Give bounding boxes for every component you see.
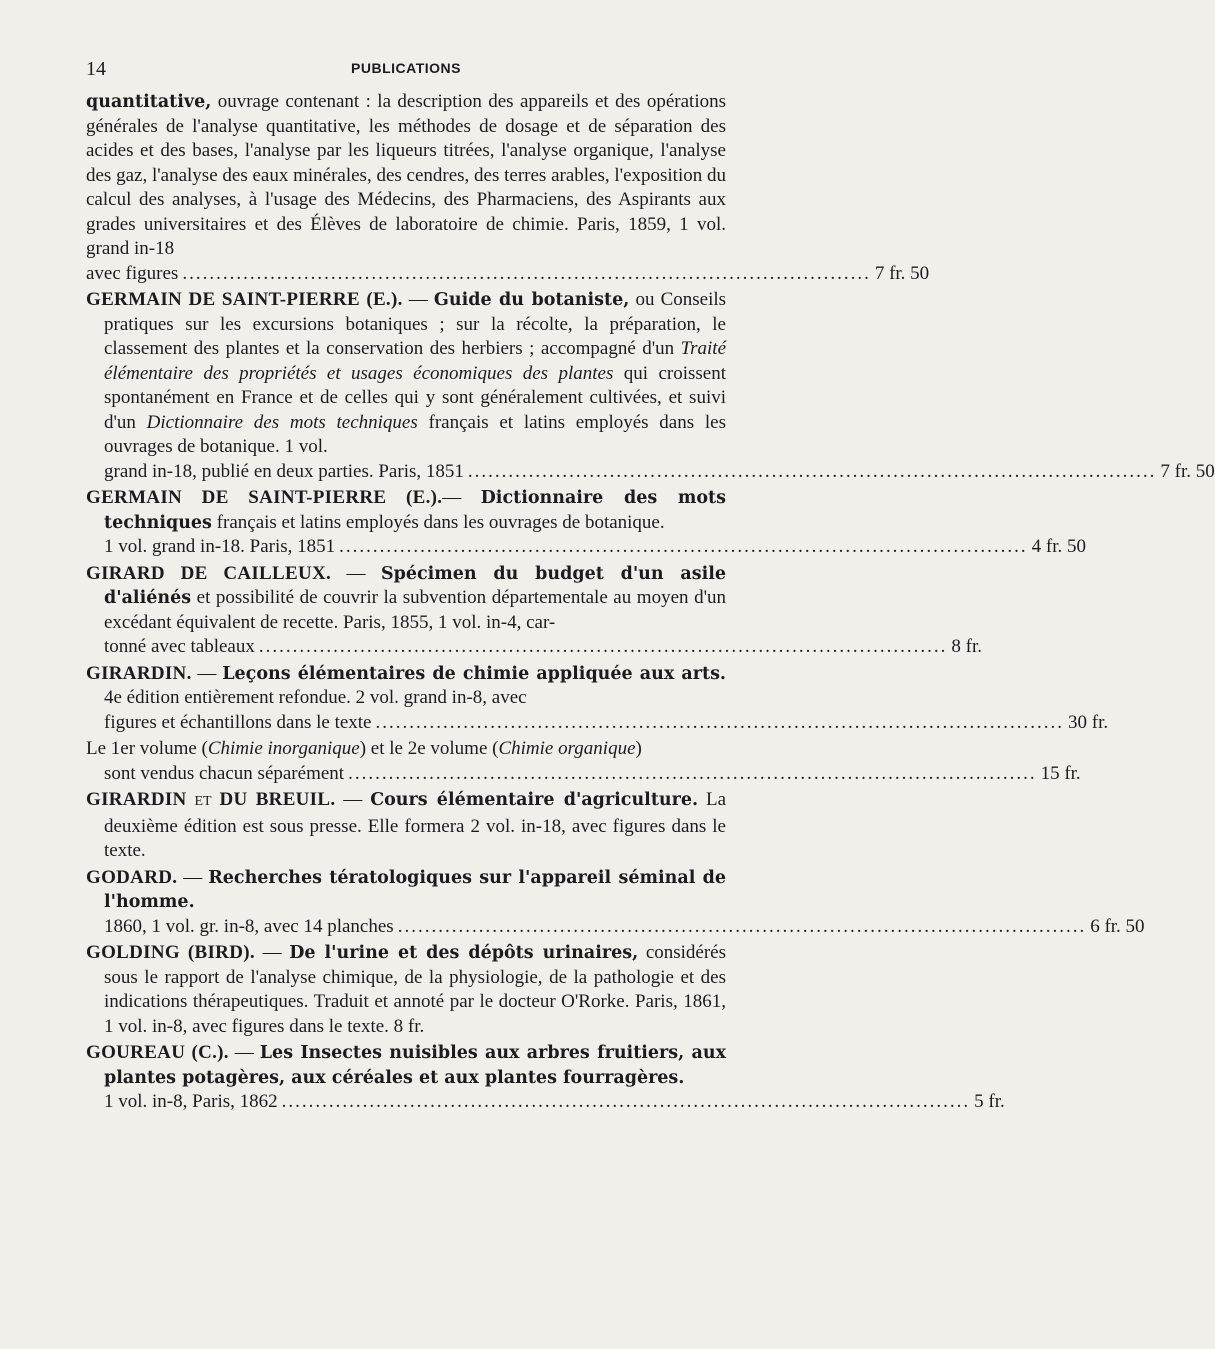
page-header <box>86 58 726 84</box>
entry-price: 7 fr. 50 <box>1160 460 1215 482</box>
running-head: PUBLICATIONS <box>351 60 461 76</box>
entry-italic: Traité élémentaire des propriétés et usages économiques des plantes <box>104 338 726 384</box>
entry-title: Spécimen du budget d'un asile d'aliénés <box>104 563 727 608</box>
leader-dots: ...................................................................................................... <box>339 536 1028 557</box>
entry-italic: Dictionnaire des mots techniques <box>146 411 418 433</box>
price-line <box>104 915 1145 940</box>
em-dash: — <box>343 789 363 810</box>
price-line <box>86 262 930 287</box>
entry-price: 15 fr. <box>1040 762 1081 784</box>
catalog-entry <box>86 288 1215 484</box>
entry-price: 30 fr. <box>1068 711 1109 733</box>
entry-author-conjunction: ET <box>194 794 212 809</box>
leader-dots: ...................................................................................................... <box>467 460 1157 482</box>
entry-description: ) et le 2e volume ( <box>359 738 499 759</box>
catalog-entry <box>86 662 1109 736</box>
catalog-entry <box>86 486 1087 560</box>
price-line <box>104 635 982 660</box>
entry-author: GIRARDIN <box>86 789 187 810</box>
em-dash: — <box>262 942 282 963</box>
entry-description: 4e édition entièrement refondue. 2 vol. grand in-8, avec <box>104 687 527 708</box>
leader-dots: ...................................................................................................... <box>348 762 1037 784</box>
entry-description: ) <box>635 738 642 759</box>
em-dash: — <box>408 289 428 310</box>
entry-author: GOUREAU (C.). <box>86 1042 229 1063</box>
entry-author: GIRARD DE CAILLEUX. <box>86 562 332 584</box>
entry-description: français et latins employés dans les ouvrages de botanique. <box>211 511 665 533</box>
entry-last-line: 1860, 1 vol. gr. in-8, avec 14 planches <box>104 915 394 937</box>
leader-dots: ...................................................................................................... <box>375 711 1064 733</box>
entry-description: considérés sous le rapport de l'analyse chimique, de la physiologie, de la pathologie et des indications thérapeutiques. Traduit et annoté par le docteur O'Rorke. Paris, 1861, 1 vol. in-8, avec figures dans le texte. <box>104 942 727 1037</box>
entry-price: 6 fr. 50 <box>1090 915 1145 937</box>
price-line <box>86 762 1081 787</box>
leader-dots: ...................................................................................................... <box>281 1091 971 1112</box>
entry-italic: Chimie organique <box>498 738 636 759</box>
price-line <box>104 1090 1005 1115</box>
entry-description: La deuxième édition est sous presse. Elle formera 2 vol. in-18, avec figures dans le texte. <box>104 789 727 861</box>
leader-dots: ...................................................................................................... <box>182 262 871 284</box>
entry-author: DU BREUIL. <box>219 789 336 810</box>
entry-author: GOLDING (BIRD). <box>86 942 255 963</box>
entry-description: et possibilité de couvrir la subvention départementale au moyen d'un excédant équivalent de recette. Paris, 1855, 1 vol. in-4, car- <box>104 587 726 633</box>
entry-last-line: 1 vol. in-8, Paris, 1862 <box>104 1091 278 1112</box>
entry-price: 8 fr. <box>393 1015 425 1037</box>
entry-author: GODARD. <box>86 866 178 888</box>
em-dash: — <box>197 662 217 684</box>
em-dash: — <box>346 562 366 584</box>
entry-title: quantitative, <box>86 92 212 112</box>
leader-dots: ...................................................................................................... <box>397 915 1087 937</box>
em-dash: — <box>234 1042 254 1063</box>
catalog-entry <box>86 90 930 286</box>
price-line <box>104 460 1215 485</box>
catalog-note <box>86 737 1081 786</box>
price-line <box>104 711 1109 736</box>
entry-italic: Chimie inorganique <box>207 738 360 759</box>
em-dash: — <box>442 487 462 508</box>
catalog-entry <box>86 562 982 660</box>
entry-author: GERMAIN DE SAINT-PIERRE (E.). <box>86 289 403 310</box>
entry-last-line: grand in-18, publié en deux parties. Paris, 1851 <box>104 460 464 482</box>
entry-title: Recherches tératologiques sur l'appareil séminal de l'homme. <box>104 867 727 912</box>
entry-price: 5 fr. <box>974 1091 1005 1112</box>
entry-title: Dictionnaire des mots techniques <box>104 488 726 533</box>
entry-title: Les Insectes nuisibles aux arbres fruitiers, aux plantes potagères, aux céréales et aux plantes fourragères. <box>104 1043 727 1088</box>
entry-title: Leçons élémentaires de chimie appliquée aux arts. <box>222 663 727 684</box>
entry-author: GERMAIN DE SAINT-PIERRE (E.). <box>86 487 443 508</box>
leader-dots: ...................................................................................................... <box>258 636 948 657</box>
entry-description: ou Conseils pratiques sur les excursions botaniques ; sur la récolte, la préparation, le classement des plantes et la conservation des herbiers ; accompagné d'un <box>104 289 727 359</box>
entry-title: De l'urine et des dépôts urinaires, <box>289 943 639 963</box>
catalog-entry <box>86 788 726 864</box>
entry-price: 7 fr. 50 <box>874 262 930 284</box>
entry-title: Guide du botaniste, <box>433 290 630 310</box>
entry-price: 4 fr. 50 <box>1031 536 1087 557</box>
catalog-list <box>86 90 1215 1117</box>
entry-title: Cours élémentaire d'agriculture. <box>370 790 699 810</box>
catalog-entry <box>86 866 1145 940</box>
entry-last-line: tonné avec tableaux <box>104 636 255 657</box>
entry-description: ouvrage contenant : la description des appareils et des opérations générales de l'analyse quantitative, les méthodes de dosage et de séparation des acides et des bases, l'analyse par les liqueurs titrées, l'analyse organique, l'analyse des gaz, l'analyse des eaux minérales, des cendres, des terres arables, l'exposition du calcul des analyses, à l'usage des Médecins, des Pharmaciens, des Aspirants aux grades universitaires et des Élèves de laboratoire de chimie. Paris, 1859, 1 vol. grand in-18 <box>86 91 726 259</box>
catalog-entry <box>86 1041 1005 1115</box>
page-number: 14 <box>86 58 106 80</box>
entry-description: français et latins employés dans les ouvrages de botanique. 1 vol. <box>104 411 726 457</box>
entry-author: GIRARDIN. <box>86 662 192 684</box>
entry-last-line: avec figures <box>86 262 179 284</box>
catalog-entry <box>86 941 726 1039</box>
entry-price: 8 fr. <box>951 636 982 657</box>
entry-last-line: 1 vol. grand in-18. Paris, 1851 <box>104 536 336 557</box>
em-dash: — <box>183 866 203 888</box>
price-line <box>104 535 1087 560</box>
entry-last-line: figures et échantillons dans le texte <box>104 711 372 733</box>
entry-description: qui croissent spontanément en France et de celles qui y sont généralement cultivées, et suivi d'un <box>104 362 726 433</box>
entry-description: Le 1er volume ( <box>86 738 208 759</box>
entry-last-line: sont vendus chacun séparément <box>104 762 345 784</box>
